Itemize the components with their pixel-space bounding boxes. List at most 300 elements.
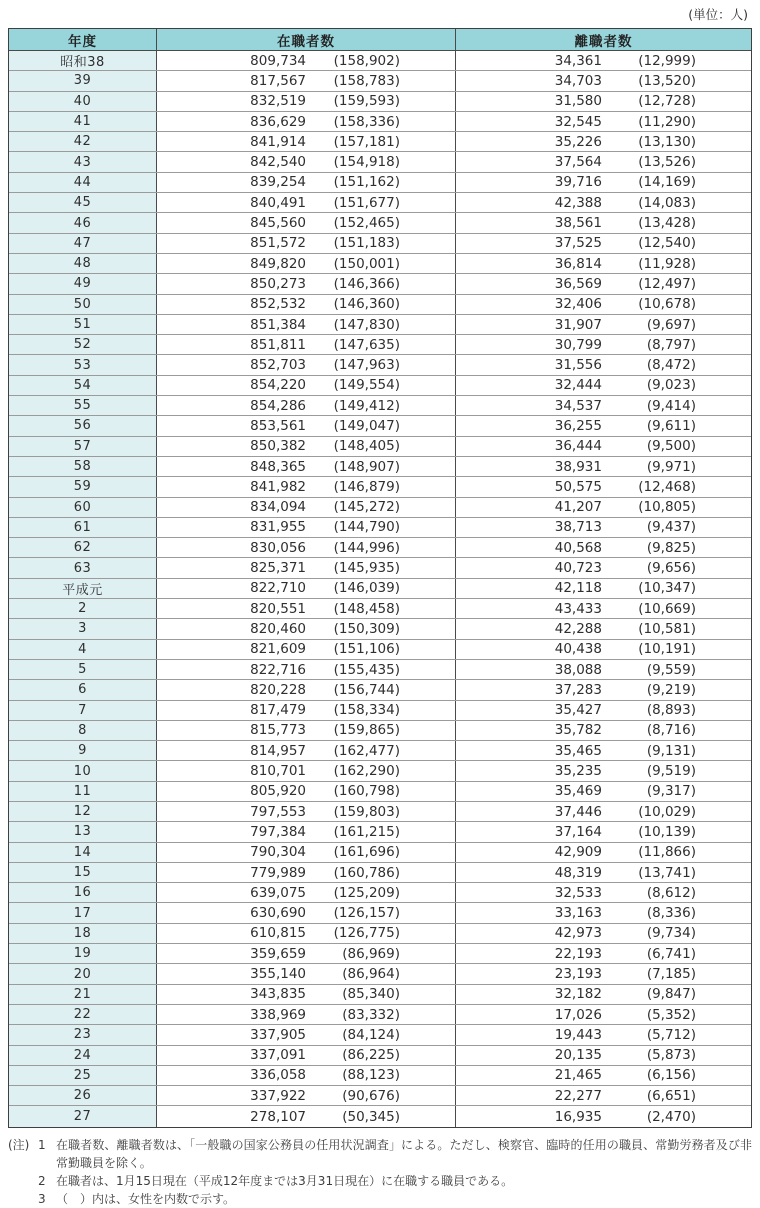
- table-row: [9, 1106, 751, 1126]
- incumbents-total: 809,734: [250, 52, 306, 69]
- incumbents-total: 355,140: [250, 966, 306, 982]
- incumbents-cell: [157, 883, 456, 902]
- incumbents-total: 817,479: [250, 702, 306, 719]
- incumbents-cell: [157, 477, 456, 496]
- leavers-cell: [456, 782, 751, 801]
- incumbents-female-count: (155,435): [333, 661, 400, 678]
- incumbents-female-count: (151,162): [333, 174, 400, 191]
- incumbents-female-count: (86,969): [342, 945, 400, 962]
- leavers-total: 32,182: [554, 986, 602, 1003]
- leavers-total: 37,283: [554, 681, 602, 698]
- incumbents-cell: [157, 274, 456, 293]
- leavers-total: 31,580: [554, 93, 602, 110]
- leavers-female-count: (11,928): [638, 255, 696, 272]
- incumbents-total: 338,969: [250, 1006, 306, 1023]
- table-row: [9, 71, 751, 91]
- year-cell: 22: [9, 1005, 157, 1024]
- leavers-total: 37,446: [554, 803, 602, 820]
- table-row: [9, 234, 751, 254]
- year-cell: 2: [9, 599, 157, 618]
- leavers-cell: [456, 944, 751, 963]
- incumbents-female-count: (158,902): [333, 52, 400, 69]
- year-cell: 59: [9, 477, 157, 496]
- leavers-female-count: (12,468): [638, 478, 696, 495]
- incumbents-female-count: (150,309): [333, 620, 400, 637]
- leavers-cell: [456, 579, 751, 598]
- leavers-total: 36,255: [554, 417, 602, 434]
- incumbents-cell: [157, 1005, 456, 1024]
- incumbents-cell: [157, 1086, 456, 1105]
- incumbents-female-count: (152,465): [333, 215, 400, 232]
- leavers-cell: [456, 193, 751, 212]
- leavers-female-count: (12,497): [638, 275, 696, 292]
- incumbents-cell: [157, 71, 456, 90]
- incumbents-total: 810,701: [250, 763, 306, 780]
- leavers-total: 34,361: [554, 52, 602, 69]
- leavers-female-count: (9,414): [646, 397, 696, 414]
- leavers-cell: [456, 437, 751, 456]
- year-cell: 47: [9, 234, 157, 253]
- leavers-female-count: (9,131): [646, 742, 696, 759]
- leavers-total: 19,443: [554, 1026, 602, 1043]
- table-row: [9, 579, 751, 599]
- leavers-total: 32,444: [554, 377, 602, 394]
- incumbents-female-count: (158,334): [333, 702, 400, 719]
- leavers-female-count: (8,336): [646, 905, 696, 922]
- leavers-cell: [456, 863, 751, 882]
- leavers-total: 38,713: [554, 519, 602, 536]
- leavers-cell: [456, 92, 751, 111]
- incumbents-cell: [157, 579, 456, 598]
- year-cell: 62: [9, 538, 157, 557]
- leavers-total: 35,469: [554, 783, 602, 800]
- leavers-female-count: (5,712): [646, 1026, 696, 1043]
- year-cell: 60: [9, 498, 157, 517]
- year-cell: 6: [9, 680, 157, 699]
- incumbents-female-count: (149,554): [333, 377, 400, 394]
- incumbents-female-count: (144,790): [333, 519, 400, 536]
- table-row: [9, 985, 751, 1005]
- leavers-female-count: (10,347): [638, 580, 696, 597]
- incumbents-cell: [157, 701, 456, 720]
- leavers-cell: [456, 741, 751, 760]
- year-cell: 61: [9, 518, 157, 537]
- incumbents-total: 790,304: [250, 844, 306, 861]
- table-row: [9, 619, 751, 639]
- incumbents-cell: [157, 396, 456, 415]
- note-number: 2: [38, 1173, 46, 1188]
- year-cell: 41: [9, 112, 157, 131]
- incumbents-total: 336,058: [250, 1067, 306, 1084]
- incumbents-female-count: (144,996): [333, 539, 400, 556]
- year-cell: 63: [9, 558, 157, 577]
- incumbents-total: 841,982: [250, 478, 306, 495]
- incumbents-total: 845,560: [250, 215, 306, 232]
- note-label: (注): [8, 1137, 30, 1152]
- leavers-female-count: (10,581): [638, 620, 696, 637]
- leavers-cell: [456, 680, 751, 699]
- leavers-cell: [456, 640, 751, 659]
- incumbents-cell: [157, 193, 456, 212]
- leavers-cell: [456, 295, 751, 314]
- incumbents-female-count: (90,676): [342, 1087, 400, 1104]
- table-row: [9, 477, 751, 497]
- year-cell: 26: [9, 1086, 157, 1105]
- incumbents-total: 850,382: [250, 438, 306, 455]
- table-row: [9, 1046, 751, 1066]
- table-row: [9, 518, 751, 538]
- incumbents-total: 337,091: [250, 1047, 306, 1064]
- note-text: （ ）内は、女性を内数で示す。: [56, 1191, 236, 1206]
- incumbents-cell: [157, 1066, 456, 1085]
- incumbents-cell: [157, 558, 456, 577]
- incumbents-cell: [157, 903, 456, 922]
- incumbents-female-count: (151,677): [333, 194, 400, 211]
- leavers-total: 42,388: [554, 194, 602, 211]
- leavers-total: 42,288: [554, 620, 602, 637]
- year-cell: 13: [9, 822, 157, 841]
- leavers-total: 23,193: [554, 966, 602, 982]
- incumbents-female-count: (85,340): [342, 986, 400, 1003]
- leavers-total: 32,533: [554, 884, 602, 901]
- incumbents-cell: [157, 92, 456, 111]
- leavers-total: 34,703: [554, 72, 602, 89]
- leavers-female-count: (9,825): [646, 539, 696, 556]
- leavers-female-count: (9,023): [646, 377, 696, 394]
- incumbents-cell: [157, 660, 456, 679]
- incumbents-cell: [157, 782, 456, 801]
- leavers-total: 48,319: [554, 864, 602, 881]
- leavers-total: 37,164: [554, 823, 602, 840]
- incumbents-cell: [157, 640, 456, 659]
- leavers-female-count: (14,083): [638, 194, 696, 211]
- table-row: [9, 498, 751, 518]
- incumbents-female-count: (146,366): [333, 275, 400, 292]
- leavers-total: 40,723: [554, 560, 602, 577]
- header-incumbents: 在職者数: [157, 29, 456, 50]
- incumbents-cell: [157, 457, 456, 476]
- year-cell: 昭和38: [9, 51, 157, 70]
- leavers-cell: [456, 132, 751, 151]
- incumbents-total: 814,957: [250, 742, 306, 759]
- table-row: [9, 396, 751, 416]
- leavers-cell: [456, 599, 751, 618]
- leavers-female-count: (14,169): [638, 174, 696, 191]
- leavers-cell: [456, 234, 751, 253]
- leavers-female-count: (12,999): [638, 52, 696, 69]
- leavers-total: 32,406: [554, 296, 602, 313]
- incumbents-total: 822,710: [250, 580, 306, 597]
- incumbents-female-count: (154,918): [333, 154, 400, 171]
- leavers-female-count: (8,797): [646, 336, 696, 353]
- year-cell: 平成元: [9, 579, 157, 598]
- leavers-total: 34,537: [554, 397, 602, 414]
- incumbents-cell: [157, 721, 456, 740]
- incumbents-total: 848,365: [250, 458, 306, 475]
- leavers-cell: [456, 213, 751, 232]
- incumbents-total: 854,286: [250, 397, 306, 414]
- incumbents-cell: [157, 761, 456, 780]
- leavers-total: 42,118: [554, 580, 602, 597]
- leavers-cell: [456, 315, 751, 334]
- table-row: [9, 437, 751, 457]
- leavers-female-count: (5,873): [646, 1047, 696, 1064]
- table-row: [9, 802, 751, 822]
- leavers-female-count: (13,130): [638, 133, 696, 150]
- table-body: [9, 51, 751, 1127]
- incumbents-female-count: (126,775): [333, 925, 400, 942]
- leavers-total: 36,569: [554, 275, 602, 292]
- incumbents-female-count: (162,477): [333, 742, 400, 759]
- incumbents-female-count: (148,458): [333, 600, 400, 617]
- table-row: [9, 132, 751, 152]
- table-row: [9, 51, 751, 71]
- incumbents-female-count: (160,798): [333, 783, 400, 800]
- leavers-female-count: (9,559): [646, 661, 696, 678]
- incumbents-female-count: (149,412): [333, 397, 400, 414]
- leavers-female-count: (10,139): [638, 823, 696, 840]
- incumbents-female-count: (158,336): [333, 113, 400, 130]
- incumbents-female-count: (88,123): [342, 1067, 400, 1084]
- incumbents-total: 853,561: [250, 417, 306, 434]
- leavers-total: 21,465: [554, 1067, 602, 1084]
- leavers-cell: [456, 843, 751, 862]
- leavers-cell: [456, 51, 751, 70]
- leavers-female-count: (9,734): [646, 925, 696, 942]
- incumbents-total: 831,955: [250, 519, 306, 536]
- staff-statistics-table: [8, 28, 752, 1128]
- leavers-female-count: (13,741): [638, 864, 696, 881]
- leavers-total: 38,561: [554, 215, 602, 232]
- incumbents-total: 343,835: [250, 986, 306, 1003]
- leavers-cell: [456, 112, 751, 131]
- table-row: [9, 213, 751, 233]
- table-row: [9, 822, 751, 842]
- leavers-female-count: (9,971): [646, 458, 696, 475]
- incumbents-total: 797,553: [250, 803, 306, 820]
- leavers-female-count: (10,029): [638, 803, 696, 820]
- incumbents-female-count: (159,803): [333, 803, 400, 820]
- leavers-cell: [456, 1066, 751, 1085]
- leavers-female-count: (9,656): [646, 560, 696, 577]
- unit-label: (単位：人): [688, 7, 748, 22]
- leavers-total: 35,465: [554, 742, 602, 759]
- incumbents-female-count: (151,106): [333, 641, 400, 658]
- leavers-cell: [456, 376, 751, 395]
- year-cell: 43: [9, 152, 157, 171]
- incumbents-cell: [157, 315, 456, 334]
- incumbents-female-count: (148,907): [333, 458, 400, 475]
- incumbents-total: 815,773: [250, 722, 306, 739]
- table-row: [9, 376, 751, 396]
- incumbents-total: 337,905: [250, 1026, 306, 1043]
- year-cell: 42: [9, 132, 157, 151]
- incumbents-total: 851,811: [250, 336, 306, 353]
- table-row: [9, 782, 751, 802]
- incumbents-cell: [157, 376, 456, 395]
- leavers-female-count: (2,470): [646, 1108, 696, 1125]
- incumbents-cell: [157, 51, 456, 70]
- leavers-cell: [456, 173, 751, 192]
- table-row: [9, 315, 751, 335]
- incumbents-total: 779,989: [250, 864, 306, 881]
- incumbents-cell: [157, 1106, 456, 1126]
- year-cell: 10: [9, 761, 157, 780]
- year-cell: 56: [9, 416, 157, 435]
- incumbents-female-count: (146,039): [333, 580, 400, 597]
- incumbents-female-count: (156,744): [333, 681, 400, 698]
- table-row: [9, 863, 751, 883]
- year-cell: 44: [9, 173, 157, 192]
- leavers-female-count: (13,526): [638, 154, 696, 171]
- leavers-total: 31,907: [554, 316, 602, 333]
- leavers-cell: [456, 761, 751, 780]
- incumbents-female-count: (125,209): [333, 884, 400, 901]
- incumbents-cell: [157, 173, 456, 192]
- leavers-female-count: (8,612): [646, 884, 696, 901]
- table-row: [9, 944, 751, 964]
- leavers-cell: [456, 985, 751, 1004]
- table-row: [9, 761, 751, 781]
- incumbents-total: 852,532: [250, 296, 306, 313]
- leavers-cell: [456, 964, 751, 983]
- leavers-total: 22,193: [554, 945, 602, 962]
- year-cell: 40: [9, 92, 157, 111]
- incumbents-cell: [157, 152, 456, 171]
- leavers-cell: [456, 254, 751, 273]
- incumbents-female-count: (86,964): [342, 966, 400, 982]
- incumbents-female-count: (147,635): [333, 336, 400, 353]
- incumbents-cell: [157, 498, 456, 517]
- year-cell: 53: [9, 355, 157, 374]
- incumbents-female-count: (145,935): [333, 560, 400, 577]
- incumbents-cell: [157, 132, 456, 151]
- table-row: [9, 112, 751, 132]
- year-cell: 50: [9, 295, 157, 314]
- leavers-total: 16,935: [554, 1108, 602, 1125]
- leavers-female-count: (12,728): [638, 93, 696, 110]
- year-cell: 8: [9, 721, 157, 740]
- incumbents-total: 836,629: [250, 113, 306, 130]
- leavers-total: 42,909: [554, 844, 602, 861]
- table-row: [9, 193, 751, 213]
- incumbents-cell: [157, 335, 456, 354]
- year-cell: 58: [9, 457, 157, 476]
- table-row: [9, 660, 751, 680]
- leavers-female-count: (12,540): [638, 235, 696, 252]
- table-row: [9, 355, 751, 375]
- leavers-cell: [456, 701, 751, 720]
- year-cell: 46: [9, 213, 157, 232]
- incumbents-total: 851,384: [250, 316, 306, 333]
- incumbents-cell: [157, 518, 456, 537]
- table-row: [9, 843, 751, 863]
- incumbents-female-count: (159,593): [333, 93, 400, 110]
- year-cell: 27: [9, 1106, 157, 1126]
- leavers-cell: [456, 274, 751, 293]
- table-row: [9, 274, 751, 294]
- leavers-cell: [456, 802, 751, 821]
- incumbents-total: 359,659: [250, 945, 306, 962]
- leavers-cell: [456, 71, 751, 90]
- leavers-total: 40,568: [554, 539, 602, 556]
- leavers-total: 42,973: [554, 925, 602, 942]
- incumbents-total: 822,716: [250, 661, 306, 678]
- year-cell: 54: [9, 376, 157, 395]
- table-row: [9, 457, 751, 477]
- incumbents-cell: [157, 1046, 456, 1065]
- leavers-female-count: (9,847): [646, 986, 696, 1003]
- incumbents-female-count: (146,879): [333, 478, 400, 495]
- leavers-cell: [456, 721, 751, 740]
- incumbents-female-count: (83,332): [342, 1006, 400, 1023]
- leavers-total: 30,799: [554, 336, 602, 353]
- year-cell: 39: [9, 71, 157, 90]
- year-cell: 17: [9, 903, 157, 922]
- incumbents-female-count: (157,181): [333, 133, 400, 150]
- incumbents-total: 797,384: [250, 823, 306, 840]
- leavers-total: 22,277: [554, 1087, 602, 1104]
- incumbents-total: 820,460: [250, 620, 306, 637]
- incumbents-total: 854,220: [250, 377, 306, 394]
- leavers-total: 50,575: [554, 478, 602, 495]
- year-cell: 52: [9, 335, 157, 354]
- leavers-female-count: (6,651): [646, 1087, 696, 1104]
- year-cell: 48: [9, 254, 157, 273]
- year-cell: 19: [9, 944, 157, 963]
- leavers-total: 33,163: [554, 905, 602, 922]
- table-row: [9, 1086, 751, 1106]
- incumbents-female-count: (150,001): [333, 255, 400, 272]
- footnotes: [8, 1136, 752, 1208]
- incumbents-cell: [157, 538, 456, 557]
- incumbents-cell: [157, 680, 456, 699]
- incumbents-total: 832,519: [250, 93, 306, 110]
- incumbents-female-count: (145,272): [333, 499, 400, 516]
- incumbents-total: 805,920: [250, 783, 306, 800]
- table-row: [9, 701, 751, 721]
- table-header-row: [9, 29, 751, 51]
- incumbents-total: 839,254: [250, 174, 306, 191]
- leavers-total: 35,235: [554, 763, 602, 780]
- incumbents-female-count: (161,696): [333, 844, 400, 861]
- leavers-female-count: (8,893): [646, 702, 696, 719]
- table-row: [9, 92, 751, 112]
- note-number: 1: [38, 1137, 46, 1152]
- leavers-total: 43,433: [554, 600, 602, 617]
- leavers-female-count: (10,805): [638, 499, 696, 516]
- table-row: [9, 1005, 751, 1025]
- year-cell: 25: [9, 1066, 157, 1085]
- year-cell: 45: [9, 193, 157, 212]
- year-cell: 9: [9, 741, 157, 760]
- year-cell: 49: [9, 274, 157, 293]
- incumbents-total: 337,922: [250, 1087, 306, 1104]
- table-row: [9, 640, 751, 660]
- year-cell: 7: [9, 701, 157, 720]
- leavers-total: 36,814: [554, 255, 602, 272]
- leavers-total: 20,135: [554, 1047, 602, 1064]
- leavers-female-count: (7,185): [646, 966, 696, 982]
- leavers-female-count: (10,669): [638, 600, 696, 617]
- incumbents-total: 630,690: [250, 905, 306, 922]
- incumbents-female-count: (160,786): [333, 864, 400, 881]
- leavers-cell: [456, 619, 751, 638]
- footnote-1: [8, 1136, 752, 1172]
- incumbents-female-count: (158,783): [333, 72, 400, 89]
- incumbents-cell: [157, 254, 456, 273]
- year-cell: 5: [9, 660, 157, 679]
